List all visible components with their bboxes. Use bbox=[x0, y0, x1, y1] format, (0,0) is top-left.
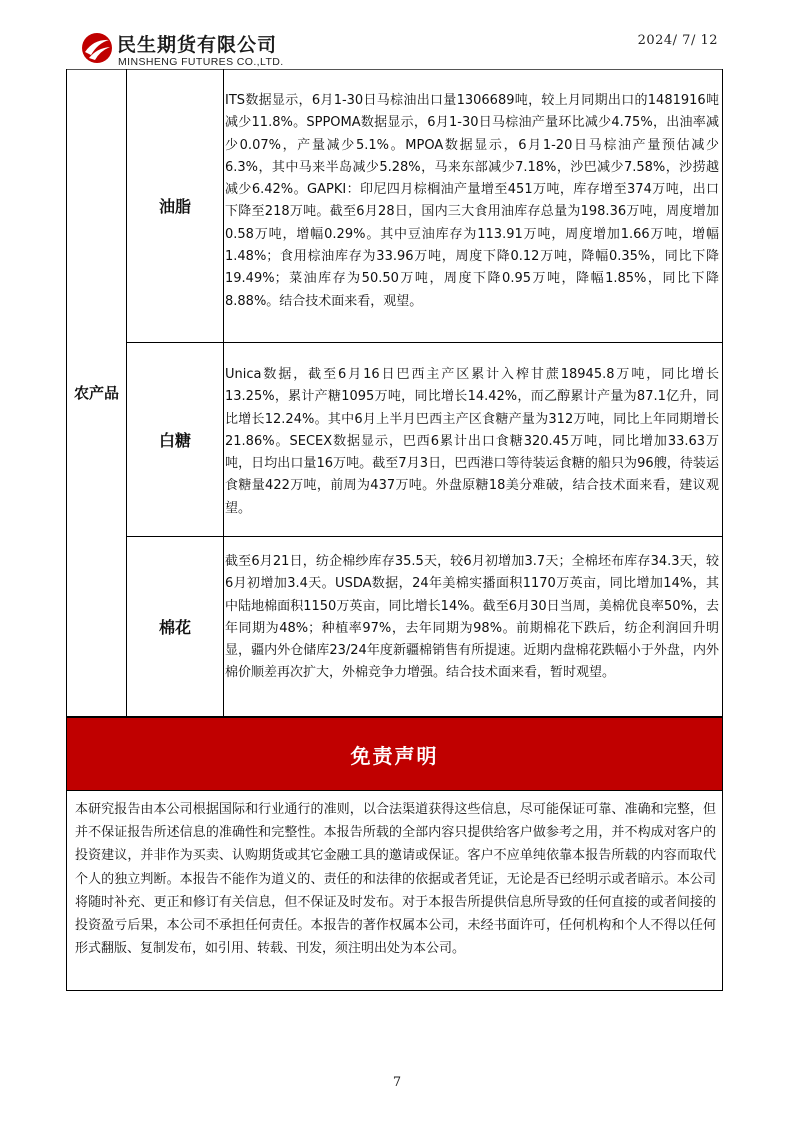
page-number: 7 bbox=[392, 1075, 402, 1090]
report-date: 2024/ 7/ 12 bbox=[637, 33, 718, 48]
table-column-divider bbox=[223, 69, 224, 716]
company-name-cn: 民生期货有限公司 bbox=[117, 34, 278, 56]
minsheng-logo-icon bbox=[80, 31, 114, 65]
item-label-sugar: 白糖 bbox=[158, 431, 191, 450]
item-text-oils: ITS数据显示，6月1-30日马棕油出口量1306689吨，较上月同期出口的1481916吨减少11.8%。SPPOMA数据显示，6月1-30日马棕油产量环比减少4.75%，出油率减少0.07%，产量减少5.1%。MPOA数据显示，6月1-20日马棕油产量预估减少6.3%，其中马来半岛减少5.28%，马来东部减少7.18%，沙巴减少7.58%，沙捞越减少6.42%。GAPKI：印尼四月棕榈油产量增至451万吨，库存增至374万吨，出口下降至218万吨。截至6月28日，国内三大食用油库存总量为198.36万吨，周度增加0.58万吨，增幅0.29%。其中豆油库存为113.91万吨，周度增加1.66万吨，增幅1.48%；食用棕油库存为33.96万吨，周度下降0.12万吨，降幅0.35%，同比下降19.49%；菜油库存为50.50万吨，周度下降0.95万吨，降幅1.85%，同比下降8.88%。结合技术面来看，观望。 bbox=[225, 93, 719, 309]
company-name-en: MINSHENG FUTURES CO.,LTD. bbox=[118, 56, 284, 68]
category-label: 农产品 bbox=[73, 384, 119, 402]
page-header bbox=[0, 0, 794, 72]
item-label-oils: 油脂 bbox=[158, 197, 191, 216]
disclaimer-title: 免责声明 bbox=[66, 717, 723, 791]
item-text-cotton: 截至6月21日，纺企棉纱库存35.5天，较6月初增加3.7天；全棉坯布库存34.3天，较6月初增加3.4天。USDA数据，24年美棉实播面积1170万英亩，同比增加14%，其中陆地棉面积1150万英亩，同比增长14%。截至6月30日当周，美棉优良率50%，去年同期为48%；种植率97%，去年同期为98%。前期棉花下跌后，纺企利润回升明显，疆内外仓储库23/24年度新疆棉销售有所提速。近期内盘棉花跌幅小于外盘，内外棉价顺差再次扩大，外棉竞争力增强。结合技术面来看，暂时观望。 bbox=[225, 554, 719, 681]
disclaimer-body: 本研究报告由本公司根据国际和行业通行的准则，以合法渠道获得这些信息，尽可能保证可靠、准确和完整，但并不保证报告所述信息的准确性和完整性。本报告所载的全部内容只提供给客户做参考之用，并不构成对客户的投资建议，并非作为买卖、认购期货或其它金融工具的邀请或保证。客户不应单纯依靠本报告所载的内容而取代个人的独立判断。本报告不能作为道义的、责任的和法律的依据或者凭证，无论是否已经明示或者暗示。本公司将随时补充、更正和修订有关信息，但不保证及时发布。对于本报告所提供信息所导致的任何直接的或者间接的投资盈亏后果，本公司不承担任何责任。本报告的著作权属本公司，未经书面许可，任何机构和个人不得以任何形式翻版、复制发布，如引用、转载、刊发，须注明出处为本公司。 bbox=[66, 791, 723, 991]
item-label-cotton: 棉花 bbox=[158, 618, 191, 637]
item-text-sugar: Unica数据，截至6月16日巴西主产区累计入榨甘蔗18945.8万吨，同比增长13.25%，累计产糖1095万吨，同比增长14.42%，而乙醇累计产量为87.1亿升，同比增长12.24%。其中6月上半月巴西主产区食糖产量为312万吨，同比上年同期增长21.86%。SECEX数据显示，巴西6累计出口食糖320.45万吨，同比增加33.63万吨，日均出口量16万吨。截至7月3日，巴西港口等待装运食糖的船只为96艘，待装运食糖量422万吨，前周为437万吨。外盘原糖18美分难破，结合技术面来看，建议观望。 bbox=[225, 367, 719, 516]
commodity-table bbox=[66, 69, 723, 717]
